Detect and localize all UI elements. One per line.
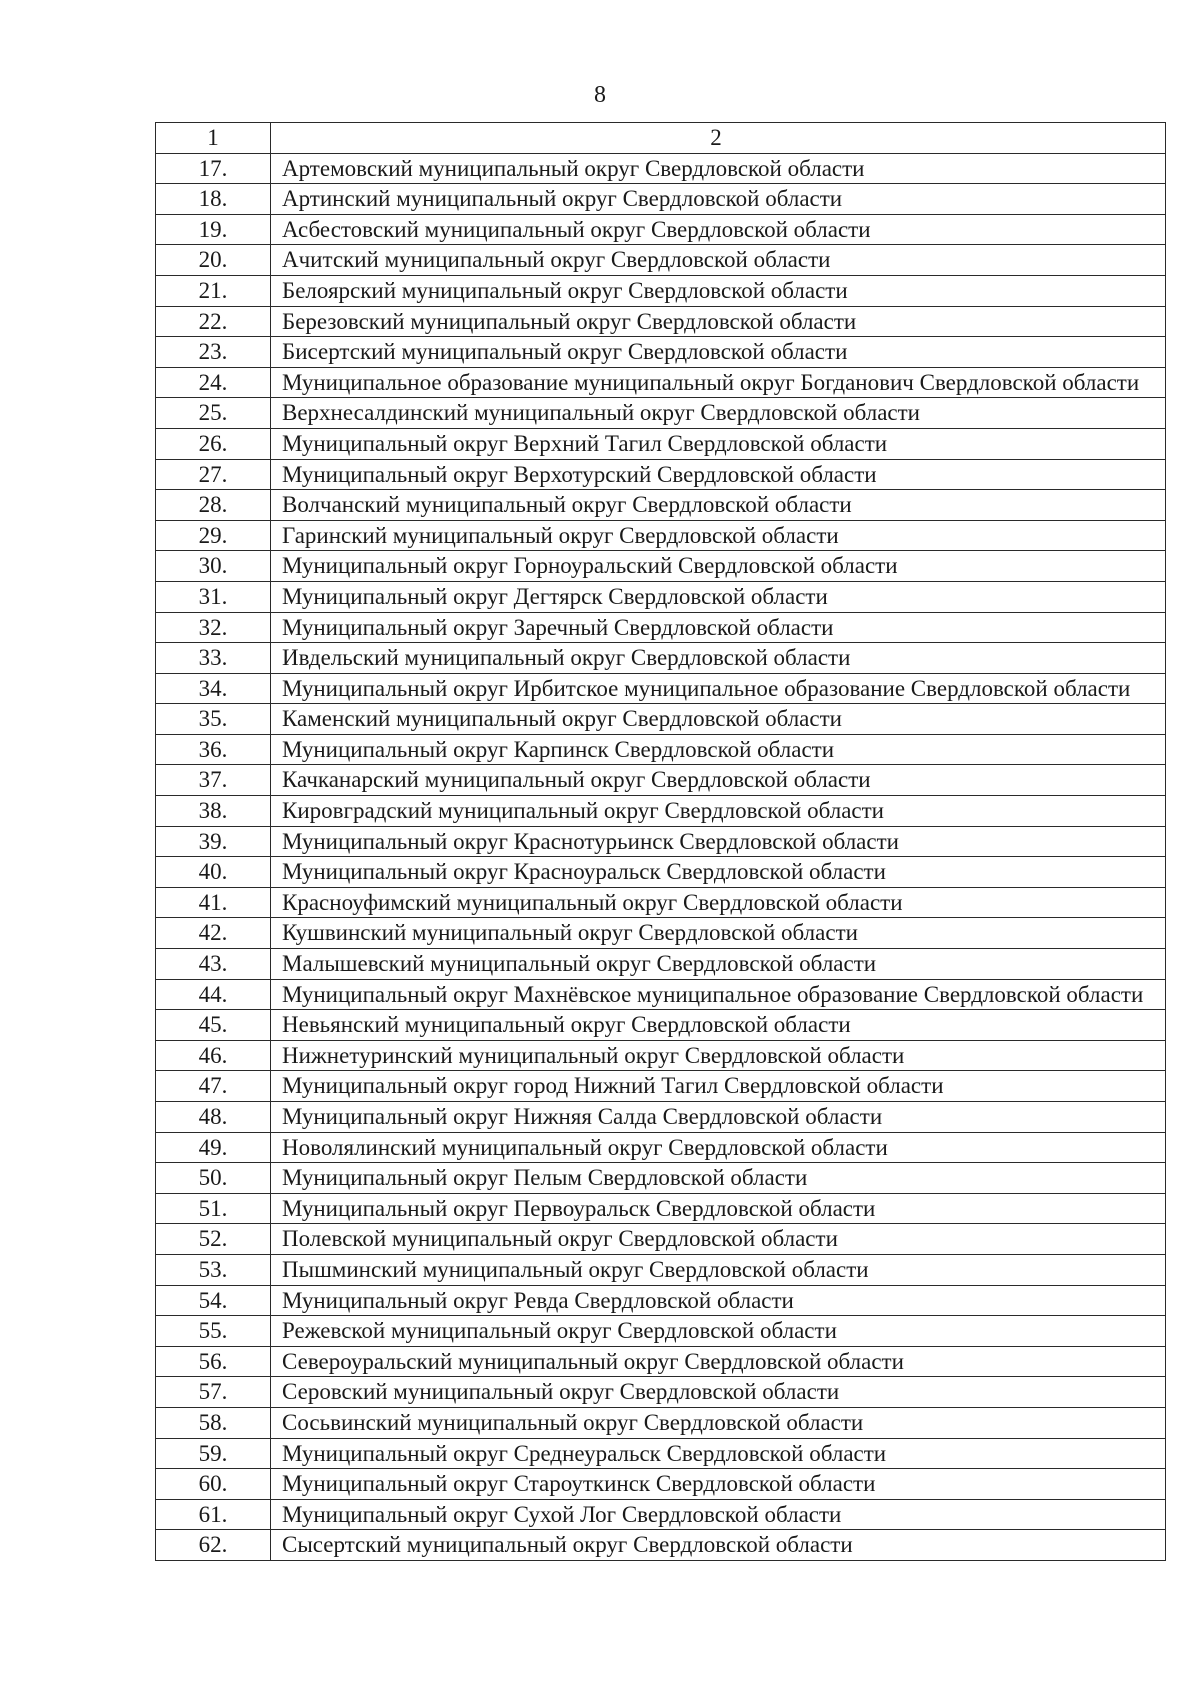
municipality-name: Пышминский муниципальный округ Свердловской области [271,1254,1166,1285]
table-row [156,275,1166,306]
municipality-name: Березовский муниципальный округ Свердловской области [271,306,1166,337]
table-row [156,704,1166,735]
table-row [156,459,1166,490]
table-row [156,581,1166,612]
row-number: 17. [156,153,271,184]
municipality-name: Муниципальный округ Верхний Тагил Свердловской области [271,428,1166,459]
table-row [156,1530,1166,1561]
table-row [156,1316,1166,1347]
row-number: 29. [156,520,271,551]
municipality-name: Верхнесалдинский муниципальный округ Свердловской области [271,398,1166,429]
municipality-name: Малышевский муниципальный округ Свердловской области [271,949,1166,980]
table-row [156,643,1166,674]
row-number: 36. [156,734,271,765]
table-row [156,918,1166,949]
municipality-name: Муниципальный округ Карпинск Свердловской области [271,734,1166,765]
municipality-name: Сысертский муниципальный округ Свердловской области [271,1530,1166,1561]
table-row [156,796,1166,827]
municipality-name: Сосьвинский муниципальный округ Свердловской области [271,1407,1166,1438]
municipality-name: Ачитский муниципальный округ Свердловской области [271,245,1166,276]
table-row [156,398,1166,429]
municipality-name: Муниципальный округ Красноуральск Свердловской области [271,857,1166,888]
municipality-name: Гаринский муниципальный округ Свердловской области [271,520,1166,551]
row-number: 60. [156,1469,271,1500]
table-row [156,857,1166,888]
table-row [156,490,1166,521]
table-row [156,887,1166,918]
municipality-name: Красноуфимский муниципальный округ Свердловской области [271,887,1166,918]
row-number: 54. [156,1285,271,1316]
row-number: 56. [156,1346,271,1377]
municipality-name: Артинский муниципальный округ Свердловской области [271,184,1166,215]
row-number: 48. [156,1102,271,1133]
row-number: 57. [156,1377,271,1408]
row-number: 37. [156,765,271,796]
municipality-name: Муниципальный округ Махнёвское муниципальное образование Свердловской области [271,979,1166,1010]
table-row [156,1469,1166,1500]
municipality-name: Невьянский муниципальный округ Свердловской области [271,1010,1166,1041]
row-number: 26. [156,428,271,459]
table-row [156,1285,1166,1316]
row-number: 55. [156,1316,271,1347]
table-row [156,1224,1166,1255]
municipality-name: Полевской муниципальный округ Свердловской области [271,1224,1166,1255]
table-row [156,1407,1166,1438]
row-number: 52. [156,1224,271,1255]
column-header-number: 1 [156,123,271,154]
municipality-name: Муниципальный округ Дегтярск Свердловской области [271,581,1166,612]
municipality-name: Муниципальный округ Ревда Свердловской области [271,1285,1166,1316]
row-number: 30. [156,551,271,582]
row-number: 18. [156,184,271,215]
row-number: 35. [156,704,271,735]
table-row [156,1132,1166,1163]
municipality-name: Муниципальный округ Верхотурский Свердловской области [271,459,1166,490]
municipality-name: Режевской муниципальный округ Свердловской области [271,1316,1166,1347]
municipality-name: Муниципальный округ Среднеуральск Свердловской области [271,1438,1166,1469]
row-number: 34. [156,673,271,704]
municipality-name: Муниципальный округ Ирбитское муниципальное образование Свердловской области [271,673,1166,704]
table-row [156,1102,1166,1133]
row-number: 40. [156,857,271,888]
table-row [156,245,1166,276]
municipality-name: Муниципальный округ Первоуральск Свердловской области [271,1193,1166,1224]
table-row [156,1163,1166,1194]
municipality-name: Новолялинский муниципальный округ Свердловской области [271,1132,1166,1163]
municipality-name: Муниципальный округ Сухой Лог Свердловской области [271,1499,1166,1530]
table-row [156,1193,1166,1224]
table-row [156,826,1166,857]
municipality-name: Качканарский муниципальный округ Свердловской области [271,765,1166,796]
municipality-name: Асбестовский муниципальный округ Свердловской области [271,214,1166,245]
municipality-name: Каменский муниципальный округ Свердловской области [271,704,1166,735]
municipality-name: Муниципальный округ Заречный Свердловской области [271,612,1166,643]
table-row [156,765,1166,796]
table-row [156,214,1166,245]
row-number: 21. [156,275,271,306]
table-row [156,1254,1166,1285]
table-row [156,1040,1166,1071]
row-number: 31. [156,581,271,612]
municipality-name: Кировградский муниципальный округ Свердловской области [271,796,1166,827]
row-number: 59. [156,1438,271,1469]
row-number: 53. [156,1254,271,1285]
row-number: 43. [156,949,271,980]
table-row [156,520,1166,551]
row-number: 27. [156,459,271,490]
row-number: 23. [156,337,271,368]
municipality-name: Волчанский муниципальный округ Свердловской области [271,490,1166,521]
table-body [156,123,1166,1561]
row-number: 44. [156,979,271,1010]
table-row [156,612,1166,643]
municipality-name: Муниципальный округ Краснотурьинск Свердловской области [271,826,1166,857]
municipality-name: Нижнетуринский муниципальный округ Свердловской области [271,1040,1166,1071]
table-row [156,1377,1166,1408]
table-row [156,1071,1166,1102]
row-number: 51. [156,1193,271,1224]
table-row [156,428,1166,459]
column-header-name: 2 [271,123,1166,154]
row-number: 33. [156,643,271,674]
municipality-name: Муниципальный округ Горноуральский Свердловской области [271,551,1166,582]
table-row [156,1499,1166,1530]
row-number: 58. [156,1407,271,1438]
row-number: 61. [156,1499,271,1530]
municipality-name: Артемовский муниципальный округ Свердловской области [271,153,1166,184]
page-number: 8 [594,82,606,108]
municipality-name: Муниципальный округ город Нижний Тагил Свердловской области [271,1071,1166,1102]
row-number: 38. [156,796,271,827]
table-row [156,734,1166,765]
row-number: 62. [156,1530,271,1561]
row-number: 39. [156,826,271,857]
table-row [156,979,1166,1010]
row-number: 22. [156,306,271,337]
row-number: 47. [156,1071,271,1102]
municipality-name: Кушвинский муниципальный округ Свердловской области [271,918,1166,949]
table-row [156,551,1166,582]
municipality-name: Муниципальный округ Пелым Свердловской области [271,1163,1166,1194]
table-row [156,367,1166,398]
table-row [156,337,1166,368]
row-number: 25. [156,398,271,429]
row-number: 24. [156,367,271,398]
municipality-name: Белоярский муниципальный округ Свердловской области [271,275,1166,306]
municipality-name: Муниципальное образование муниципальный округ Богданович Свердловской области [271,367,1166,398]
municipality-name: Серовский муниципальный округ Свердловской области [271,1377,1166,1408]
table-row [156,306,1166,337]
table-row [156,1010,1166,1041]
table-row [156,673,1166,704]
table-row [156,949,1166,980]
table-row [156,1438,1166,1469]
table-header-row [156,123,1166,154]
table-row [156,153,1166,184]
row-number: 41. [156,887,271,918]
municipality-name: Муниципальный округ Нижняя Салда Свердловской области [271,1102,1166,1133]
row-number: 32. [156,612,271,643]
row-number: 49. [156,1132,271,1163]
municipality-name: Ивдельский муниципальный округ Свердловской области [271,643,1166,674]
row-number: 46. [156,1040,271,1071]
row-number: 45. [156,1010,271,1041]
municipality-name: Бисертский муниципальный округ Свердловской области [271,337,1166,368]
row-number: 42. [156,918,271,949]
row-number: 50. [156,1163,271,1194]
table-row [156,1346,1166,1377]
municipality-name: Муниципальный округ Староуткинск Свердловской области [271,1469,1166,1500]
row-number: 28. [156,490,271,521]
municipalities-table [155,122,1166,1561]
table-row [156,184,1166,215]
municipality-name: Североуральский муниципальный округ Свердловской области [271,1346,1166,1377]
row-number: 19. [156,214,271,245]
row-number: 20. [156,245,271,276]
